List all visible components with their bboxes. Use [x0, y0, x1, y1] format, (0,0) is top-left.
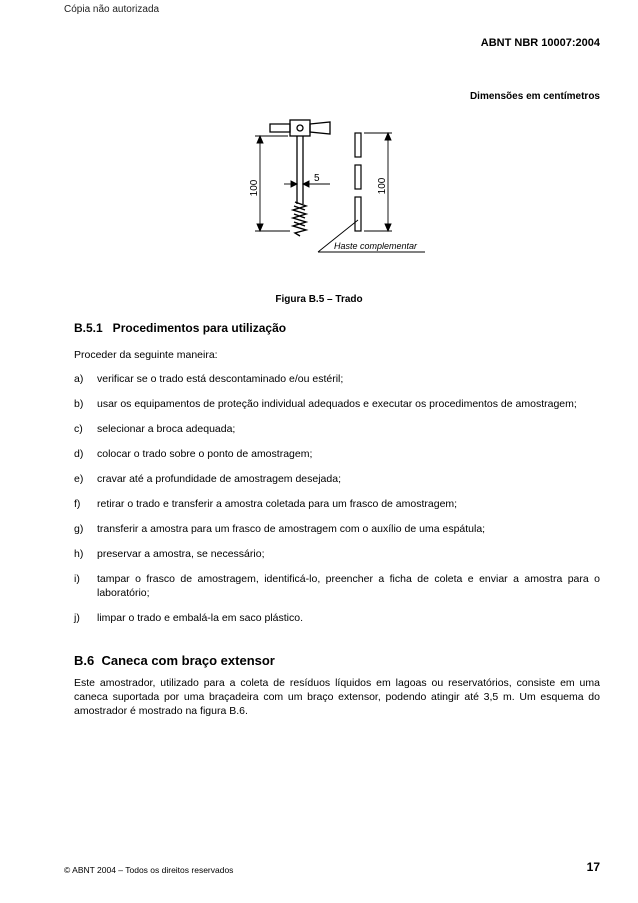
- watermark-text: Cópia não autorizada: [64, 4, 160, 15]
- list-item: [74, 372, 600, 386]
- list-item-text: colocar o trado sobre o ponto de amostragem;: [97, 448, 313, 460]
- list-item-text: preservar a amostra, se necessário;: [97, 548, 265, 560]
- haste-label: Haste complementar: [334, 241, 418, 251]
- list-item-letter: a): [74, 373, 84, 385]
- list-item-text: retirar o trado e transferir a amostra coletada para um frasco de amostragem;: [97, 498, 458, 510]
- haste-complementar-drawing: [355, 133, 361, 231]
- dimension-label-left: 100: [249, 179, 260, 197]
- list-item: [74, 397, 600, 411]
- list-item: [74, 547, 600, 561]
- page-number: 17: [586, 860, 600, 874]
- diameter-dimension-line: [284, 181, 330, 187]
- list-item-letter: d): [74, 448, 84, 460]
- list-item-letter: b): [74, 398, 84, 410]
- dimension-label-right: 100: [377, 177, 388, 195]
- list-item: [74, 447, 600, 461]
- list-item-letter: j): [74, 612, 80, 624]
- list-item-letter: f): [74, 498, 81, 510]
- list-item-letter: c): [74, 423, 83, 435]
- auger-tip-drawing: [293, 202, 306, 236]
- list-item: [74, 497, 600, 511]
- procedure-list: [74, 372, 600, 636]
- list-item-letter: i): [74, 573, 80, 585]
- list-item: [74, 422, 600, 436]
- list-item-letter: g): [74, 523, 84, 535]
- list-item: [74, 572, 600, 600]
- list-item-letter: e): [74, 473, 84, 485]
- list-item-text: tampar o frasco de amostragem, identificá-lo, preencher a ficha de coleta e enviar a amostra para o laboratório;: [97, 573, 600, 599]
- footer-copyright: © ABNT 2004 – Todos os direitos reservados: [64, 865, 234, 875]
- dimension-label-diameter: 5: [314, 173, 320, 184]
- list-item-text: selecionar a broca adequada;: [97, 423, 236, 435]
- list-item: [74, 472, 600, 486]
- list-item-text: cravar até a profundidade de amostragem desejada;: [97, 473, 341, 485]
- figure-caption: Figura B.5 – Trado: [275, 294, 363, 305]
- section-b6-heading: B.6 Caneca com braço extensor: [74, 653, 275, 668]
- section-b6-paragraph: Este amostrador, utilizado para a coleta de resíduos líquidos em lagoas ou reservatórios, consiste em uma caneca suportada por uma braçadeira com um braço extensor, podendo atingir até 3,5 m. Um esquema do amostrador é mostrado na figura B.6.: [74, 677, 600, 717]
- list-item: [74, 522, 600, 536]
- standard-code: ABNT NBR 10007:2004: [480, 37, 600, 49]
- list-item-letter: h): [74, 548, 84, 560]
- list-item-text: limpar o trado e embalá-la em saco plástico.: [97, 612, 304, 624]
- section-b51-intro: Proceder da seguinte maneira:: [74, 349, 218, 361]
- units-note: Dimensões em centímetros: [469, 91, 600, 102]
- left-dimension-line: [255, 136, 290, 231]
- section-b51-heading: B.5.1 Procedimentos para utilização: [74, 321, 287, 335]
- list-item-text: transferir a amostra para um frasco de amostragem com o auxílio de uma espátula;: [97, 523, 486, 535]
- list-item-text: usar os equipamentos de proteção individual adequados e executar os procedimentos de amostragem;: [97, 398, 577, 410]
- list-item: [74, 611, 600, 625]
- list-item-text: verificar se o trado está descontaminado e/ou estéril;: [97, 373, 344, 385]
- trado-handle-drawing: [270, 120, 330, 204]
- trado-figure: [0, 118, 638, 268]
